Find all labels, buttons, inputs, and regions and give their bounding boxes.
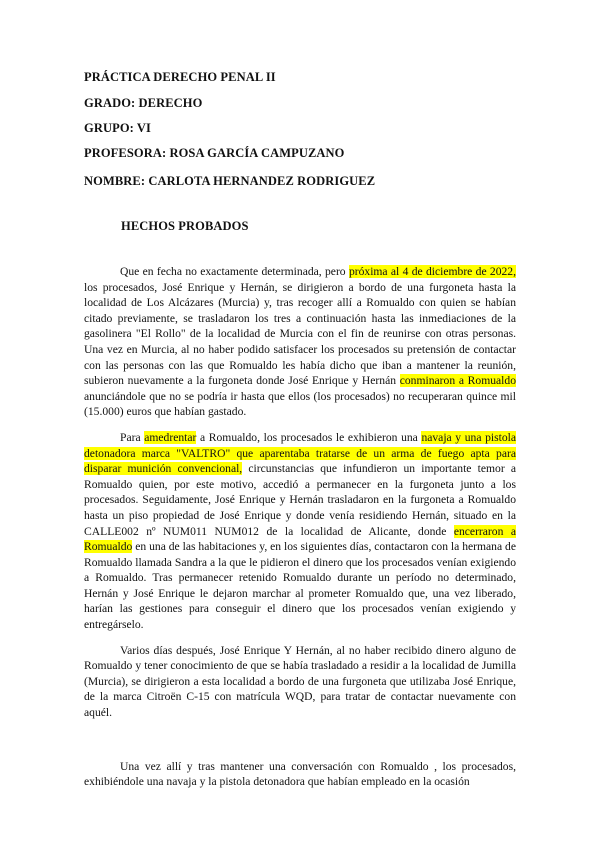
highlighted-text: navaja y una pistola detonadora marca "VALTRO" que aparentaba tratarse de un arma de fuego apta para disparar munición convencional,	[84, 430, 517, 476]
professor-line: PROFESORA: ROSA GARCÍA CAMPUZANO	[84, 146, 345, 160]
highlighted-text: próxima al 4 de diciembre de 2022,	[348, 265, 516, 278]
text-span: circunstancias que infundieron un importante temor a Romualdo quien, por este motivo, accedió a permanecer en la furgoneta junto a los procesados. Seguidamente, José Enrique y Hernán trasladaron en la furgoneta a Romualdo hasta un piso propiedad de José Enrique y donde venía residiendo Hernán, situado en la CALLE002 nº NUM011 NUM012 de la localidad de Alicante, donde	[84, 462, 517, 538]
group-line: GRUPO: VI	[84, 121, 151, 135]
text-span: los procesados, José Enrique y Hernán, se dirigieron a bordo de una furgoneta hasta la localidad de Los Alcázares (Murcia) y, tras recoger allí a Romualdo con quien se habían citado previamente, se trasladaron los tres a continuación hasta las inmediaciones de la gasolinera "El Rollo" de la localidad de Murcia con el fin de reunirse con otras personas. Una vez en Murcia, al no haber podido satisfacer los procesados su pretensión de contactar con las personas con las que Romualdo les había dicho que iban a mantener la reunión, subieron nuevamente a la furgoneta donde José Enrique y Hernán	[84, 280, 516, 388]
text-span: Que en fecha no exactamente determinada, pero	[120, 265, 349, 278]
text-span: en una de las habitaciones y, en los siguientes días, contactaron con la hermana de Romualdo llamada Sandra a la que le pidieron el dinero que los procesados venían exigiendo a Romualdo. Tras permanecer retenido Romualdo durante un período no determinado, Hernán y José Enrique le dejaron marchar al prometer Romualdo que, una vez liberado, harían las gestiones para conseguir el dinero que los procesados venían exigiendo y entregárselo.	[84, 540, 516, 632]
degree-line: GRADO: DERECHO	[84, 96, 203, 110]
text-span: Para	[120, 430, 145, 444]
paragraph-1	[84, 264, 516, 420]
paragraph-4: Una vez allí y tras mantener una conversación con Romualdo , los procesados, exhibiéndole una navaja y la pistola detonadora que habían empleado en la ocasión	[84, 759, 516, 789]
facts-body	[84, 264, 516, 790]
section-title: HECHOS PROBADOS	[121, 219, 249, 233]
text-span: a Romualdo, los procesados le exhibieron una	[196, 430, 422, 444]
paragraph-2	[84, 430, 516, 633]
paragraph-3: Varios días después, José Enrique Y Hernán, al no haber recibido dinero alguno de Romualdo y tener conocimiento de que se había trasladado a residir a la localidad de Jumilla (Murcia), se dirigieron a esta localidad a bordo de una furgoneta que utilizaba José Enrique, de la marca Citroën C-15 con matrícula WQD, para tratar de contactar nuevamente con aquél.	[84, 643, 516, 720]
highlighted-text: conminaron a Romualdo	[399, 374, 516, 388]
highlighted-text: amedrentar	[144, 430, 197, 444]
text-span: anunciándole que no se podría ir hasta que ellos (los procesados) no recuperaran quince mil (15.000) euros que habían gastado.	[84, 389, 516, 419]
course-title: PRÁCTICA DERECHO PENAL II	[84, 70, 276, 84]
student-name-line: NOMBRE: CARLOTA HERNANDEZ RODRIGUEZ	[84, 174, 376, 188]
highlighted-text: encerraron a Romualdo	[84, 524, 516, 554]
